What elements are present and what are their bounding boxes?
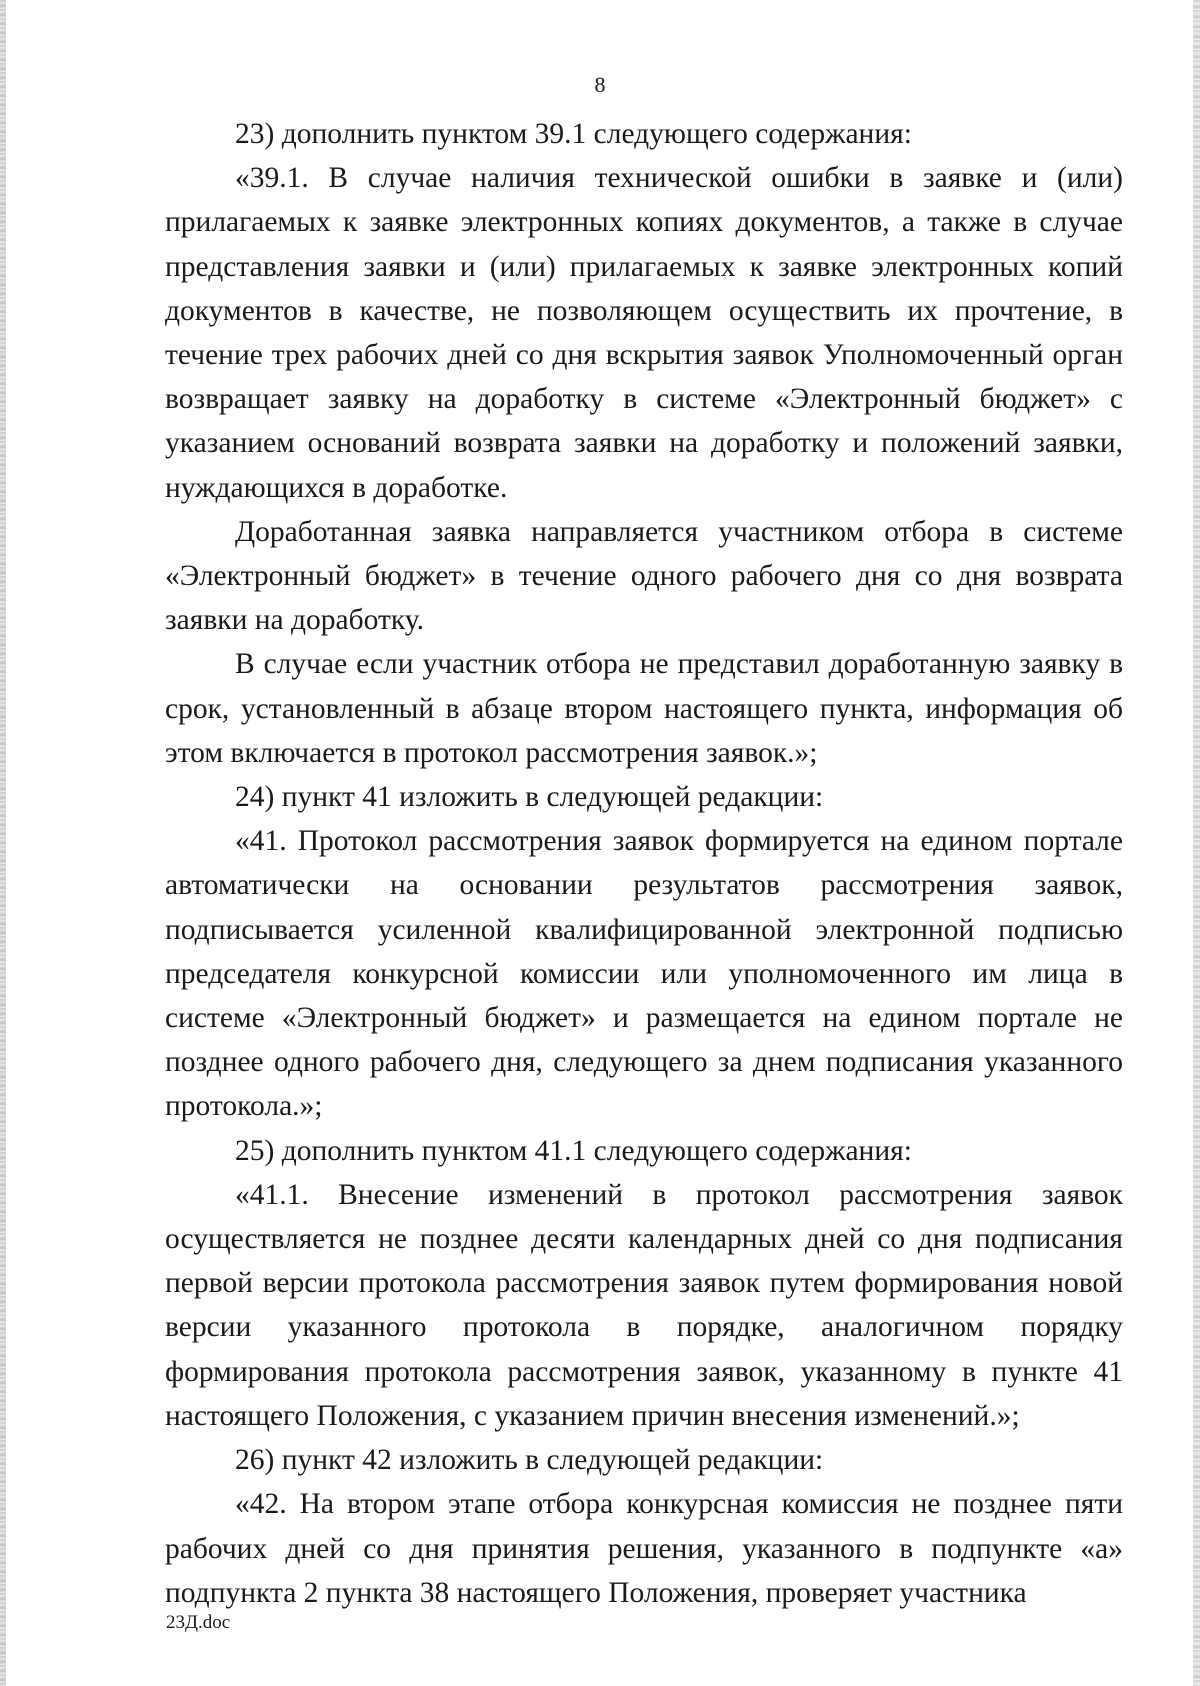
scan-edge-right [1193,0,1200,1686]
paragraph-clause-41: «41. Протокол рассмотрения заявок формируется на едином портале автоматически на основании результатов рассмотрения заявок, подписывается усиленной квалифицированной электронной подписью председателя конкурсной комиссии или уполномоченного им лица в системе «Электронный бюджет» и размещается на едином портале не позднее одного рабочего дня, следующего за днем подписания указанного протокола.»; [165,825,1123,1123]
document-body [165,112,1123,1615]
paragraph-item-26: 26) пункт 42 изложить в следующей редакции: [235,1444,824,1477]
paragraph-clause-41-1: «41.1. Внесение изменений в протокол рассмотрения заявок осуществляется не позднее десяти календарных дней со дня подписания первой версии протокола рассмотрения заявок путем формирования новой версии указанного протокола в порядке, аналогичном порядку формирования протокола рассмотрения заявок, указанному в пункте 41 настоящего Положения, с указанием причин внесения изменений.»; [165,1178,1123,1432]
paragraph-revised-application: Доработанная заявка направляется участником отбора в системе «Электронный бюджет» в течение одного рабочего дня со дня возврата заявки на доработку. [165,515,1123,637]
paragraph-missed-deadline: В случае если участник отбора не представил доработанную заявку в срок, установленный в абзаце втором настоящего пункта, информация об этом включается в протокол рассмотрения заявок.»; [165,648,1123,769]
page-number: 8 [594,72,606,97]
paragraph-clause-42: «42. На втором этапе отбора конкурсная комиссия не позднее пяти рабочих дней со дня принятия решения, указанного в подпункте «а» подпункта 2 пункта 38 настоящего Положения, проверяет участника [165,1488,1123,1609]
paragraph-clause-39-1: «39.1. В случае наличия технической ошибки в заявке и (или) прилагаемых к заявке электронных копиях документов, а также в случае представления заявки и (или) прилагаемых к заявке электронных копий документов в качестве, не позволяющем осуществить их прочтение, в течение трех рабочих дней со дня вскрытия заявок Уполномоченный орган возвращает заявку на доработку в системе «Электронный бюджет» с указанием оснований возврата заявки на доработку и положений заявки, нуждающихся в доработке. [165,162,1123,504]
footer-filename: 23Д.doc [166,1612,231,1633]
paragraph-item-23: 23) дополнить пунктом 39.1 следующего содержания: [235,118,912,150]
paragraph-item-25: 25) дополнить пунктом 41.1 следующего содержания: [235,1134,912,1167]
paragraph-item-24: 24) пункт 41 изложить в следующей редакции: [235,781,824,814]
scan-edge-left [0,0,6,1686]
